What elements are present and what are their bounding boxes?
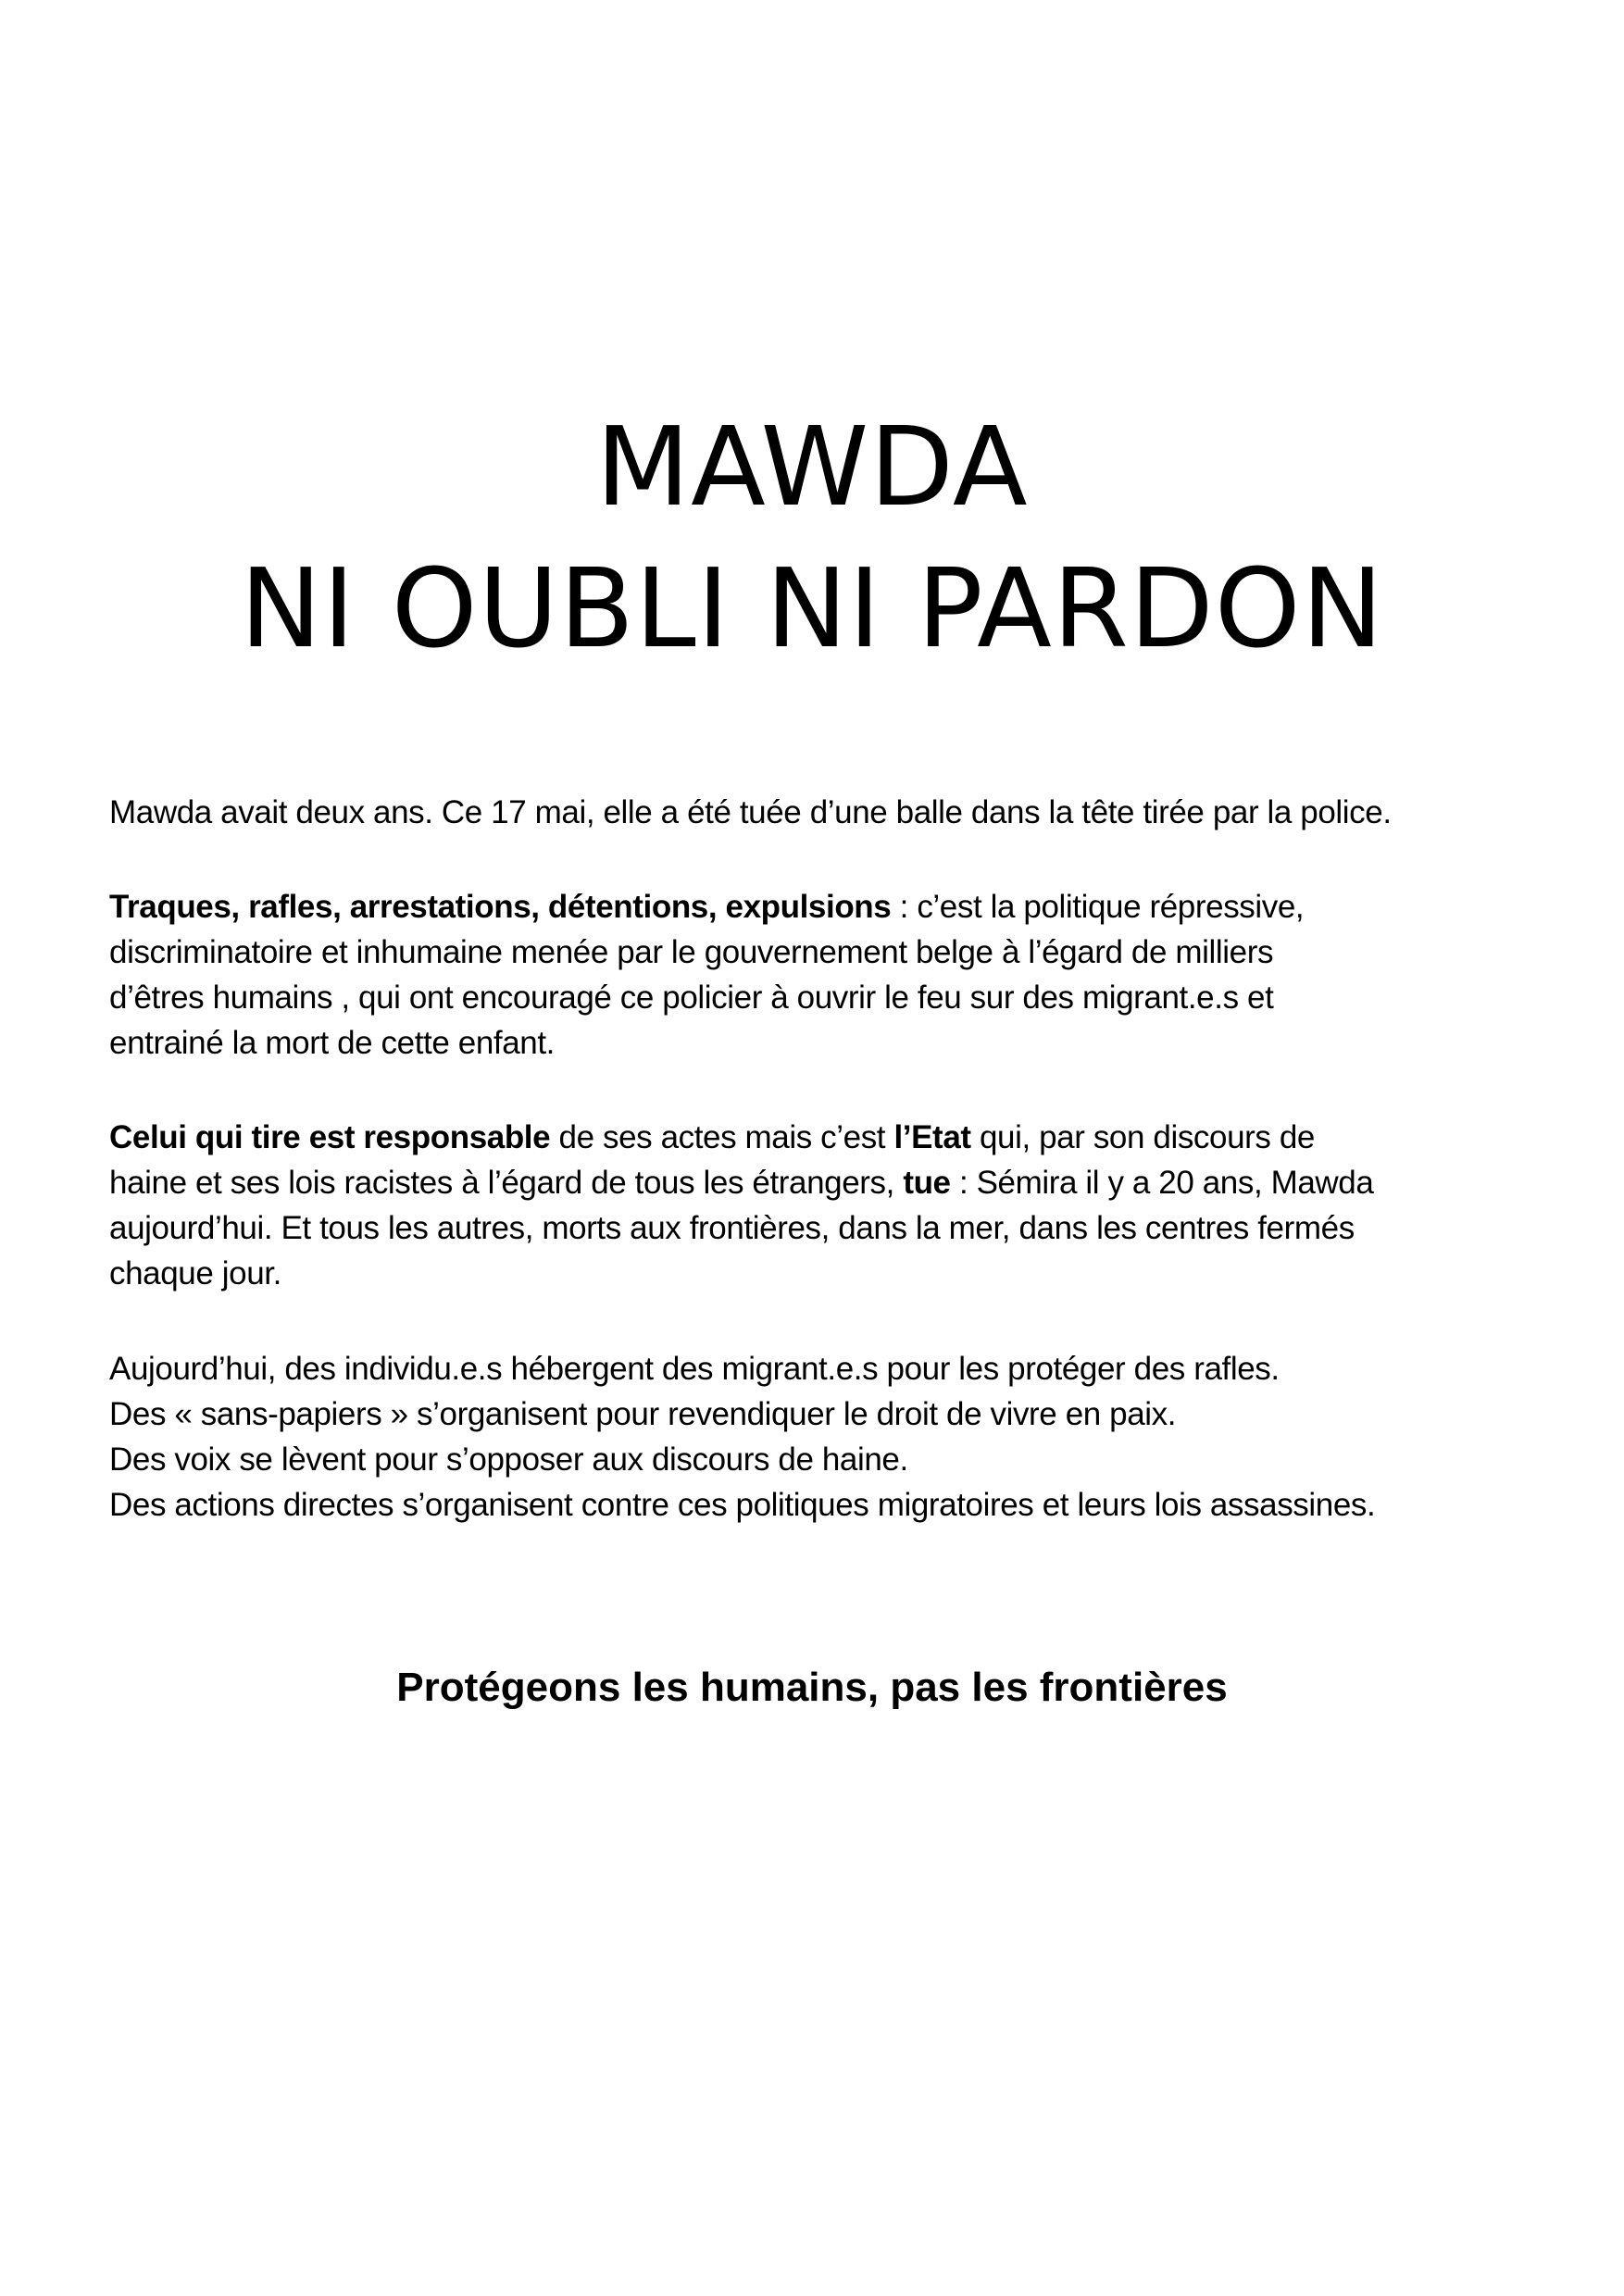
text-run: de ses actes mais c’est xyxy=(550,1119,894,1155)
paragraph-line: Des voix se lèvent pour s’opposer aux discours de haine. xyxy=(109,1441,908,1478)
slogan: Protégeons les humains, pas les frontières xyxy=(396,1665,1228,1710)
paragraph-line: Aujourd’hui, des individu.e.s hébergent des migrant.e.s pour les protéger des rafles. xyxy=(109,1351,1280,1387)
paragraph-intro xyxy=(109,790,1554,835)
text-run: haine et ses lois racistes à l’égard de tous les étrangers, xyxy=(109,1165,904,1201)
text-run: : c’est la politique répressive, xyxy=(891,889,1305,925)
bold-phrase: Celui qui tire est responsable xyxy=(109,1119,551,1155)
bold-phrase: tue xyxy=(903,1165,951,1201)
paragraph-line: Des « sans-papiers » s’organisent pour revendiquer le droit de vivre en paix. xyxy=(109,1396,1177,1432)
paragraph-line xyxy=(109,1160,1554,1205)
title-line-2: NI OUBLI NI PARDON xyxy=(240,544,1384,672)
paragraph-line: Des actions directes s’organisent contre ces politiques migratoires et leurs lois assassines. xyxy=(109,1487,1376,1523)
paragraph-line: discriminatoire et inhumaine menée par le gouvernement belge à l’égard de milliers xyxy=(109,934,1274,970)
paragraph-line xyxy=(109,1115,1554,1160)
title-line-1: MAWDA xyxy=(595,403,1029,530)
bold-phrase: Traques, rafles, arrestations, détentions, expulsions xyxy=(109,889,892,925)
paragraph-line: Mawda avait deux ans. Ce 17 mai, elle a été tuée d’une balle dans la tête tirée par la police. xyxy=(109,794,1392,830)
paragraph-line: chaque jour. xyxy=(109,1255,281,1292)
paragraph-repression xyxy=(109,884,1554,1066)
paragraph-line: aujourd’hui. Et tous les autres, morts aux frontières, dans la mer, dans les centres fermés xyxy=(109,1210,1355,1246)
paragraph-resistance xyxy=(109,1346,1554,1528)
text-run: qui, par son discours de xyxy=(970,1119,1315,1155)
paragraph-line: entrainé la mort de cette enfant. xyxy=(109,1025,555,1061)
paragraph-line: d’êtres humains , qui ont encouragé ce policier à ouvrir le feu sur des migrant.e.s et xyxy=(109,980,1274,1016)
text-run: : Sémira il y a 20 ans, Mawda xyxy=(950,1165,1374,1201)
paragraph-responsibility xyxy=(109,1115,1554,1296)
bold-phrase: l’Etat xyxy=(893,1119,971,1155)
paragraph-line xyxy=(109,884,1554,930)
